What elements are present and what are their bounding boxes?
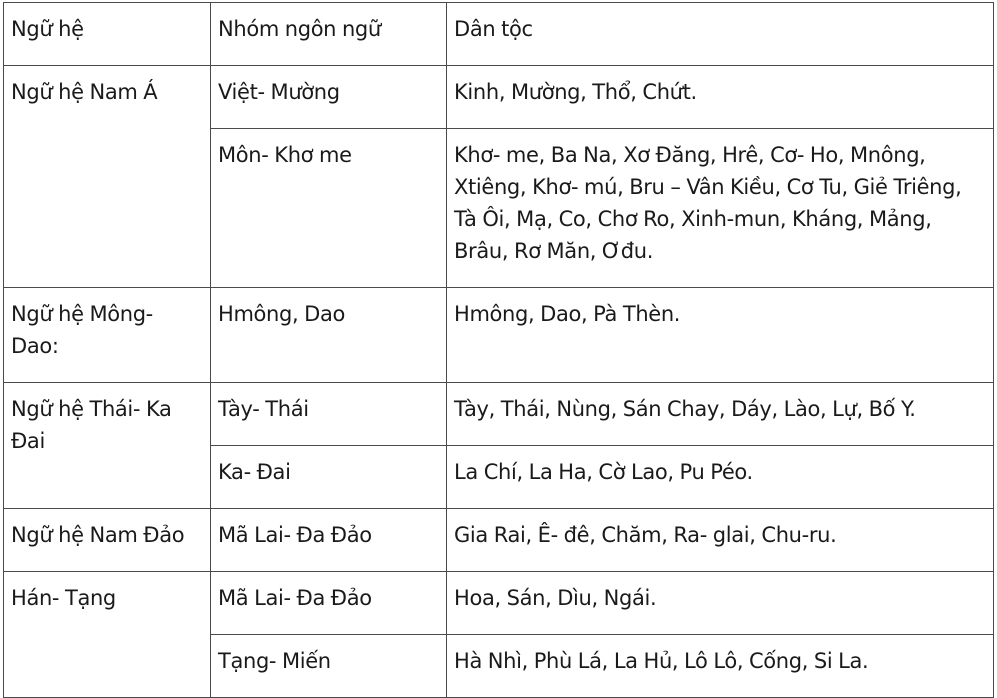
cell-language-group: Mã Lai- Đa Đảo [211, 572, 447, 635]
cell-language-group: Việt- Mường [211, 66, 447, 129]
table-row [4, 383, 994, 446]
language-family-table [3, 2, 994, 698]
cell-ethnic-groups: Tày, Thái, Nùng, Sán Chay, Dáy, Lào, Lự, Bố Y. [447, 383, 994, 446]
table-header-row [4, 3, 994, 66]
cell-language-group: Hmông, Dao [211, 288, 447, 383]
cell-language-family: Ngữ hệ Mông- Dao: [4, 288, 211, 383]
cell-ethnic-groups: Hoa, Sán, Dìu, Ngái. [447, 572, 994, 635]
cell-language-family: Hán- Tạng [4, 572, 211, 698]
cell-ethnic-groups: Hà Nhì, Phù Lá, La Hủ, Lô Lô, Cống, Si La. [447, 635, 994, 698]
cell-language-group: Ka- Đai [211, 446, 447, 509]
cell-language-group: Tạng- Miến [211, 635, 447, 698]
header-language-group: Nhóm ngôn ngữ [211, 3, 447, 66]
table-row [4, 509, 994, 572]
header-ethnic-groups: Dân tộc [447, 3, 994, 66]
cell-ethnic-groups: Kinh, Mường, Thổ, Chứt. [447, 66, 994, 129]
cell-language-group: Mã Lai- Đa Đảo [211, 509, 447, 572]
cell-ethnic-groups: Khơ- me, Ba Na, Xơ Đăng, Hrê, Cơ- Ho, Mnông, Xtiêng, Khơ- mú, Bru – Vân Kiều, Cơ Tu, Giẻ Triêng, Tà Ôi, Mạ, Co, Chơ Ro, Xinh-mun, Kháng, Mảng, Brâu, Rơ Măn, Ơđu. [447, 129, 994, 288]
table-row [4, 572, 994, 635]
cell-ethnic-groups: Gia Rai, Ê- đê, Chăm, Ra- glai, Chu-ru. [447, 509, 994, 572]
cell-language-family: Ngữ hệ Nam Á [4, 66, 211, 288]
table-row [4, 288, 994, 383]
cell-language-group: Môn- Khơ me [211, 129, 447, 288]
cell-language-family: Ngữ hệ Thái- Ka Đai [4, 383, 211, 509]
table-row [4, 66, 994, 129]
cell-ethnic-groups: La Chí, La Ha, Cờ Lao, Pu Péo. [447, 446, 994, 509]
cell-ethnic-groups: Hmông, Dao, Pà Thèn. [447, 288, 994, 383]
cell-language-family: Ngữ hệ Nam Đảo [4, 509, 211, 572]
cell-language-group: Tày- Thái [211, 383, 447, 446]
header-language-family: Ngữ hệ [4, 3, 211, 66]
